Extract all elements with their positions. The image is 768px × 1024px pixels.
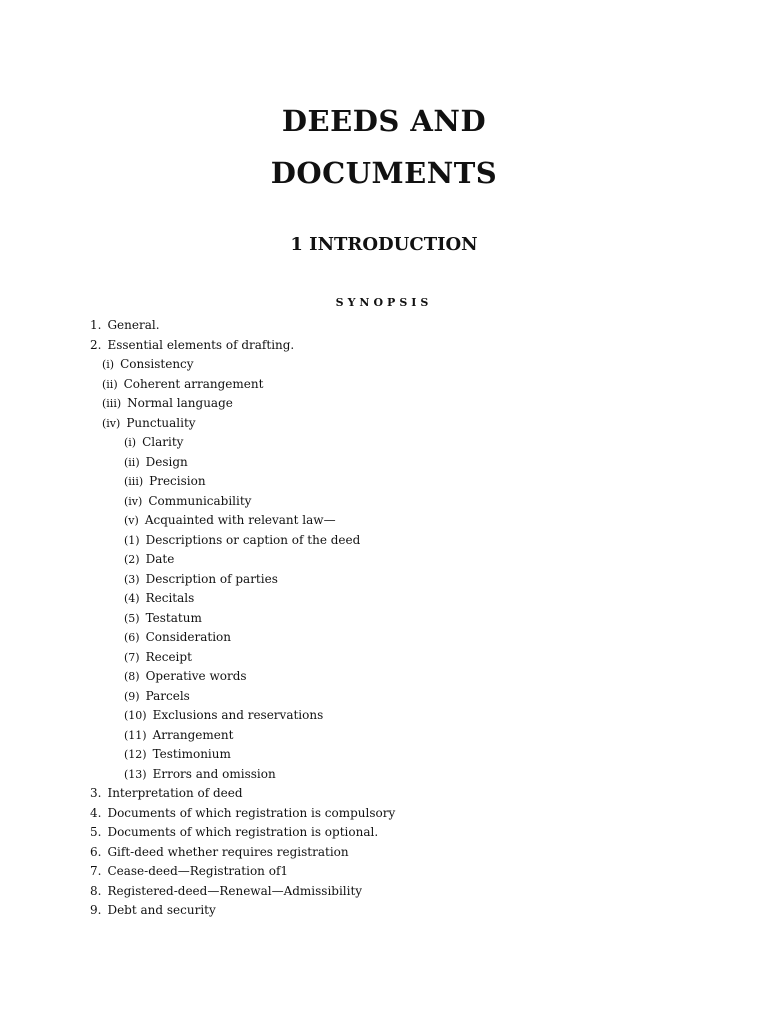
synopsis-item-text: Communicability <box>148 493 252 508</box>
synopsis-item-marker: 9. <box>90 903 102 917</box>
synopsis-item-text: Documents of which registration is optional. <box>107 825 379 839</box>
synopsis-item <box>0 901 768 921</box>
synopsis-item-marker: 6. <box>90 844 102 859</box>
synopsis-item <box>0 843 768 863</box>
synopsis-item-text: Receipt <box>145 649 192 664</box>
synopsis-item <box>0 355 768 375</box>
synopsis-item <box>0 336 768 356</box>
synopsis-item-text: Cease-deed—Registration of1 <box>107 864 289 878</box>
synopsis-item-text: Recitals <box>145 591 195 605</box>
synopsis-item <box>0 511 768 531</box>
synopsis-item-text: General. <box>107 318 160 332</box>
title-line-2: DOCUMENTS <box>270 156 498 190</box>
synopsis-item-marker: (iii) <box>102 397 122 410</box>
synopsis-item <box>0 745 768 765</box>
synopsis-item-text: Exclusions and reservations <box>152 708 324 722</box>
synopsis-item-text: Clarity <box>142 435 184 449</box>
synopsis-item-text: Punctuality <box>126 415 196 430</box>
synopsis-item-text: Essential elements of drafting. <box>107 337 295 352</box>
synopsis-item <box>0 648 768 668</box>
synopsis-item-marker: (ii) <box>124 455 140 469</box>
synopsis-item-text: Descriptions or caption of the deed <box>145 532 361 547</box>
synopsis-item-marker: 4. <box>90 805 102 820</box>
synopsis-item-marker: (3) <box>124 572 140 586</box>
synopsis-item-text: Parcels <box>145 688 190 703</box>
synopsis-item-marker: (4) <box>124 592 140 605</box>
synopsis-item-marker: (12) <box>124 748 147 761</box>
synopsis-item <box>0 823 768 843</box>
synopsis-item-marker: (2) <box>124 553 140 566</box>
synopsis-item <box>0 706 768 726</box>
synopsis-item-marker: (i) <box>102 358 115 371</box>
synopsis-item-text: Operative words <box>145 669 247 683</box>
synopsis-item-marker: 1. <box>90 318 102 332</box>
synopsis-item <box>0 570 768 590</box>
synopsis-item-text: Testatum <box>145 610 202 625</box>
synopsis-item-marker: (iv) <box>124 494 143 508</box>
synopsis-item <box>0 414 768 434</box>
synopsis-item-marker: 2. <box>90 337 102 352</box>
synopsis-item-marker: (iii) <box>124 475 144 488</box>
synopsis-item <box>0 784 768 804</box>
synopsis-item-text: Date <box>145 552 175 566</box>
synopsis-item <box>0 531 768 551</box>
synopsis-item <box>0 726 768 746</box>
synopsis-item-marker: (5) <box>124 611 140 625</box>
synopsis-item-marker: 5. <box>90 825 102 839</box>
synopsis-item <box>0 687 768 707</box>
synopsis-item <box>0 589 768 609</box>
synopsis-item-marker: (i) <box>124 436 137 449</box>
synopsis-item <box>0 453 768 473</box>
synopsis-item <box>0 316 768 336</box>
synopsis-item <box>0 804 768 824</box>
synopsis-item-marker: (10) <box>124 709 147 722</box>
synopsis-list <box>0 316 768 921</box>
synopsis-item <box>0 765 768 785</box>
synopsis-item-text: Documents of which registration is compulsory <box>107 805 396 820</box>
synopsis-item-text: Consideration <box>145 630 232 644</box>
synopsis-item-text: Debt and security <box>107 903 216 917</box>
synopsis-item-marker: (6) <box>124 631 140 644</box>
synopsis-item <box>0 628 768 648</box>
synopsis-item <box>0 550 768 570</box>
synopsis-item-text: Registered-deed—Renewal—Admissibility <box>107 883 363 898</box>
title-line-1: DEEDS AND <box>281 104 487 138</box>
synopsis-item-text: Design <box>145 454 188 469</box>
synopsis-item <box>0 862 768 882</box>
synopsis-item-marker: (13) <box>124 767 147 781</box>
synopsis-item-marker: (ii) <box>102 377 118 391</box>
synopsis-item <box>0 492 768 512</box>
synopsis-item-marker: (v) <box>124 514 139 527</box>
synopsis-item-marker: (1) <box>124 533 140 547</box>
synopsis-item-text: Precision <box>149 474 206 488</box>
synopsis-item-text: Gift-deed whether requires registration <box>107 844 349 859</box>
synopsis-item-text: Arrangement <box>152 727 234 742</box>
synopsis-item <box>0 472 768 492</box>
synopsis-item <box>0 375 768 395</box>
synopsis-item-marker: (7) <box>124 650 140 664</box>
synopsis-item-text: Acquainted with relevant law— <box>144 513 336 527</box>
synopsis-item-text: Testimonium <box>152 747 231 761</box>
synopsis-item <box>0 609 768 629</box>
synopsis-item-marker: (iv) <box>102 416 121 430</box>
synopsis-item-marker: 7. <box>90 864 102 878</box>
chapter-heading: 1 INTRODUCTION <box>290 234 478 255</box>
synopsis-label: SYNOPSIS <box>335 296 433 309</box>
synopsis-item-marker: (8) <box>124 670 140 683</box>
synopsis-item <box>0 433 768 453</box>
synopsis-item-marker: 8. <box>90 883 102 898</box>
synopsis-item-text: Coherent arrangement <box>123 376 264 391</box>
synopsis-item <box>0 882 768 902</box>
synopsis-item-marker: (11) <box>124 728 147 742</box>
synopsis-item-text: Errors and omission <box>152 766 276 781</box>
synopsis-item-marker: (9) <box>124 689 140 703</box>
synopsis-item-text: Interpretation of deed <box>107 786 243 800</box>
synopsis-item-marker: 3. <box>90 786 102 800</box>
synopsis-item-text: Normal language <box>127 396 233 410</box>
synopsis-item-text: Description of parties <box>145 571 278 586</box>
synopsis-item-text: Consistency <box>120 357 194 371</box>
synopsis-item <box>0 667 768 687</box>
synopsis-item <box>0 394 768 414</box>
